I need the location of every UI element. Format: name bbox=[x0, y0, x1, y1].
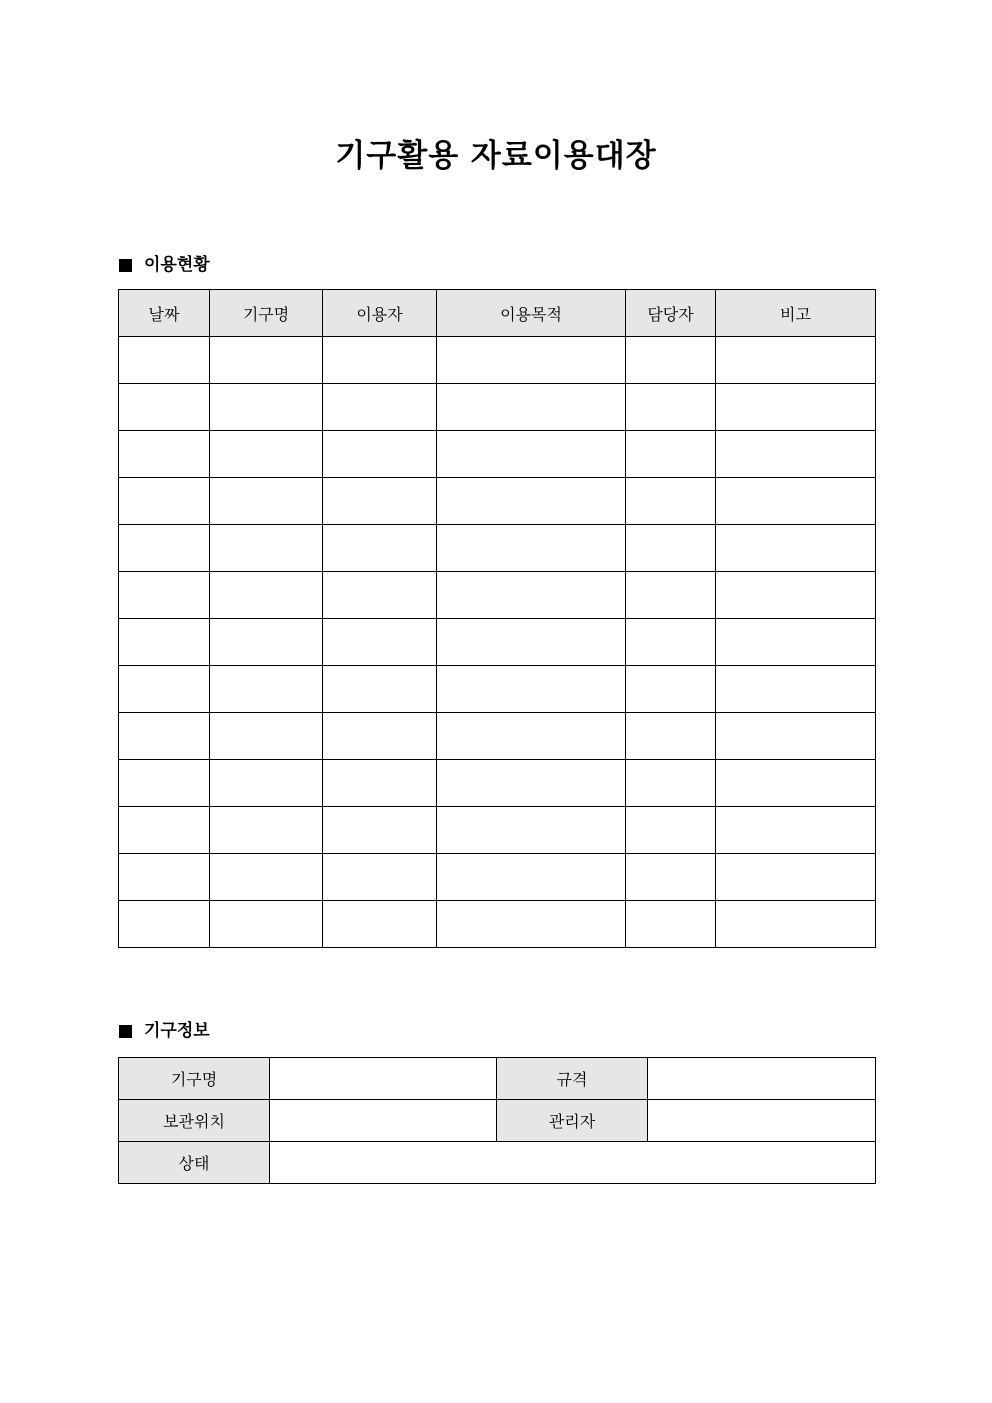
cell-remarks[interactable] bbox=[716, 666, 876, 713]
usage-table bbox=[118, 289, 876, 948]
cell-date[interactable] bbox=[119, 619, 210, 666]
usage-table-body bbox=[119, 337, 876, 948]
table-row bbox=[119, 713, 876, 760]
cell-staff[interactable] bbox=[626, 807, 716, 854]
cell-equipment-name[interactable] bbox=[210, 337, 323, 384]
cell-equipment-name[interactable] bbox=[210, 478, 323, 525]
cell-purpose[interactable] bbox=[437, 619, 626, 666]
black-square-icon bbox=[119, 259, 132, 272]
column-header-purpose: 이용목적 bbox=[437, 290, 626, 337]
column-header-staff: 담당자 bbox=[626, 290, 716, 337]
cell-staff[interactable] bbox=[626, 713, 716, 760]
cell-date[interactable] bbox=[119, 666, 210, 713]
cell-remarks[interactable] bbox=[716, 384, 876, 431]
cell-remarks[interactable] bbox=[716, 713, 876, 760]
cell-equipment-name[interactable] bbox=[210, 666, 323, 713]
manager-label: 관리자 bbox=[497, 1100, 648, 1142]
cell-staff[interactable] bbox=[626, 431, 716, 478]
cell-user[interactable] bbox=[323, 619, 437, 666]
cell-staff[interactable] bbox=[626, 337, 716, 384]
column-header-date: 날짜 bbox=[119, 290, 210, 337]
cell-user[interactable] bbox=[323, 572, 437, 619]
spec-value[interactable] bbox=[648, 1058, 876, 1100]
cell-user[interactable] bbox=[323, 431, 437, 478]
cell-purpose[interactable] bbox=[437, 666, 626, 713]
storage-location-label: 보관위치 bbox=[119, 1100, 270, 1142]
cell-purpose[interactable] bbox=[437, 713, 626, 760]
cell-staff[interactable] bbox=[626, 478, 716, 525]
cell-remarks[interactable] bbox=[716, 572, 876, 619]
column-header-user: 이용자 bbox=[323, 290, 437, 337]
cell-user[interactable] bbox=[323, 760, 437, 807]
table-row bbox=[119, 760, 876, 807]
cell-staff[interactable] bbox=[626, 760, 716, 807]
usage-section-label: 이용현황 bbox=[144, 255, 210, 275]
cell-purpose[interactable] bbox=[437, 337, 626, 384]
column-header-equipment-name: 기구명 bbox=[210, 290, 323, 337]
cell-purpose[interactable] bbox=[437, 854, 626, 901]
cell-equipment-name[interactable] bbox=[210, 619, 323, 666]
cell-user[interactable] bbox=[323, 478, 437, 525]
cell-remarks[interactable] bbox=[716, 478, 876, 525]
document-title: 기구활용 자료이용대장 bbox=[335, 138, 657, 174]
cell-date[interactable] bbox=[119, 337, 210, 384]
equipment-name-value[interactable] bbox=[270, 1058, 497, 1100]
cell-purpose[interactable] bbox=[437, 807, 626, 854]
cell-date[interactable] bbox=[119, 431, 210, 478]
cell-user[interactable] bbox=[323, 901, 437, 948]
cell-remarks[interactable] bbox=[716, 431, 876, 478]
cell-staff[interactable] bbox=[626, 525, 716, 572]
cell-staff[interactable] bbox=[626, 619, 716, 666]
cell-equipment-name[interactable] bbox=[210, 901, 323, 948]
equipment-info-row bbox=[119, 1142, 876, 1184]
cell-remarks[interactable] bbox=[716, 525, 876, 572]
cell-date[interactable] bbox=[119, 478, 210, 525]
table-row bbox=[119, 478, 876, 525]
cell-date[interactable] bbox=[119, 807, 210, 854]
table-row bbox=[119, 572, 876, 619]
cell-remarks[interactable] bbox=[716, 619, 876, 666]
table-row bbox=[119, 431, 876, 478]
cell-equipment-name[interactable] bbox=[210, 760, 323, 807]
cell-purpose[interactable] bbox=[437, 572, 626, 619]
table-row bbox=[119, 901, 876, 948]
table-row bbox=[119, 384, 876, 431]
cell-equipment-name[interactable] bbox=[210, 854, 323, 901]
manager-value[interactable] bbox=[648, 1100, 876, 1142]
table-row bbox=[119, 666, 876, 713]
cell-user[interactable] bbox=[323, 337, 437, 384]
equipment-section-label: 기구정보 bbox=[144, 1021, 210, 1041]
column-header-remarks: 비고 bbox=[716, 290, 876, 337]
cell-user[interactable] bbox=[323, 807, 437, 854]
cell-staff[interactable] bbox=[626, 854, 716, 901]
table-row bbox=[119, 619, 876, 666]
cell-equipment-name[interactable] bbox=[210, 807, 323, 854]
equipment-name-label: 기구명 bbox=[119, 1058, 270, 1100]
cell-staff[interactable] bbox=[626, 572, 716, 619]
equipment-info-row bbox=[119, 1100, 876, 1142]
cell-remarks[interactable] bbox=[716, 807, 876, 854]
cell-equipment-name[interactable] bbox=[210, 384, 323, 431]
table-row bbox=[119, 807, 876, 854]
cell-staff[interactable] bbox=[626, 384, 716, 431]
cell-date[interactable] bbox=[119, 713, 210, 760]
table-row bbox=[119, 337, 876, 384]
equipment-info-table bbox=[118, 1057, 876, 1184]
usage-section-heading bbox=[119, 254, 210, 276]
cell-equipment-name[interactable] bbox=[210, 525, 323, 572]
cell-purpose[interactable] bbox=[437, 760, 626, 807]
cell-staff[interactable] bbox=[626, 666, 716, 713]
table-row bbox=[119, 525, 876, 572]
cell-equipment-name[interactable] bbox=[210, 713, 323, 760]
cell-purpose[interactable] bbox=[437, 901, 626, 948]
usage-table-header-row bbox=[119, 290, 876, 337]
cell-purpose[interactable] bbox=[437, 431, 626, 478]
cell-user[interactable] bbox=[323, 713, 437, 760]
status-value[interactable] bbox=[270, 1142, 876, 1184]
cell-user[interactable] bbox=[323, 525, 437, 572]
cell-date[interactable] bbox=[119, 384, 210, 431]
spec-label: 규격 bbox=[497, 1058, 648, 1100]
cell-equipment-name[interactable] bbox=[210, 572, 323, 619]
cell-date[interactable] bbox=[119, 572, 210, 619]
cell-staff[interactable] bbox=[626, 901, 716, 948]
cell-user[interactable] bbox=[323, 666, 437, 713]
equipment-section-heading bbox=[119, 1020, 210, 1042]
status-label: 상태 bbox=[119, 1142, 270, 1184]
cell-date[interactable] bbox=[119, 760, 210, 807]
black-square-icon bbox=[119, 1025, 132, 1038]
equipment-info-row bbox=[119, 1058, 876, 1100]
cell-date[interactable] bbox=[119, 901, 210, 948]
cell-purpose[interactable] bbox=[437, 384, 626, 431]
cell-remarks[interactable] bbox=[716, 854, 876, 901]
cell-purpose[interactable] bbox=[437, 478, 626, 525]
cell-remarks[interactable] bbox=[716, 901, 876, 948]
cell-equipment-name[interactable] bbox=[210, 431, 323, 478]
storage-location-value[interactable] bbox=[270, 1100, 497, 1142]
cell-user[interactable] bbox=[323, 384, 437, 431]
cell-user[interactable] bbox=[323, 854, 437, 901]
table-row bbox=[119, 854, 876, 901]
cell-remarks[interactable] bbox=[716, 760, 876, 807]
cell-remarks[interactable] bbox=[716, 337, 876, 384]
cell-date[interactable] bbox=[119, 854, 210, 901]
cell-date[interactable] bbox=[119, 525, 210, 572]
cell-purpose[interactable] bbox=[437, 525, 626, 572]
